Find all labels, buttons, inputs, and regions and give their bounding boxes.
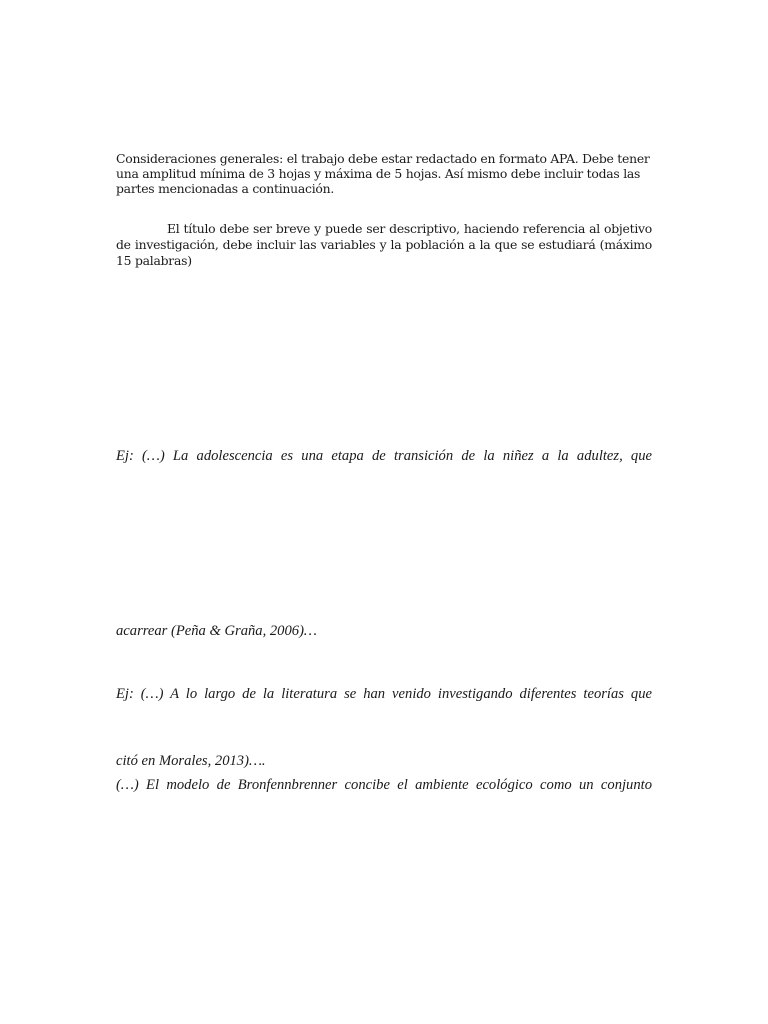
title-guidelines-paragraph: El título debe ser breve y puede ser descriptivo, haciendo referencia al objetivo de investigación, debe incluir las variables y la población a la que se estudiará (máximo 15 palabras) (116, 221, 652, 268)
example-adolescence-line: Ej: (…) La adolescencia es una etapa de transición de la niñez a la adultez, que (116, 448, 652, 464)
example-bronfenbrenner-line: (…) El modelo de Bronfennbrenner concibe el ambiente ecológico como un conjunto (116, 777, 652, 793)
general-considerations-paragraph: Consideraciones generales: el trabajo debe estar redactado en formato APA. Debe tener una amplitud mínima de 3 hojas y máxima de 5 hojas. Así mismo debe incluir todas las partes mencionadas a continuación. (116, 151, 650, 197)
example-adolescence-citation: acarrear (Peña & Graña, 2006)… (116, 623, 317, 639)
example-literature-citation: citó en Morales, 2013)…. (116, 753, 266, 769)
example-literature-line: Ej: (…) A lo largo de la literatura se han venido investigando diferentes teorías que (116, 686, 652, 702)
